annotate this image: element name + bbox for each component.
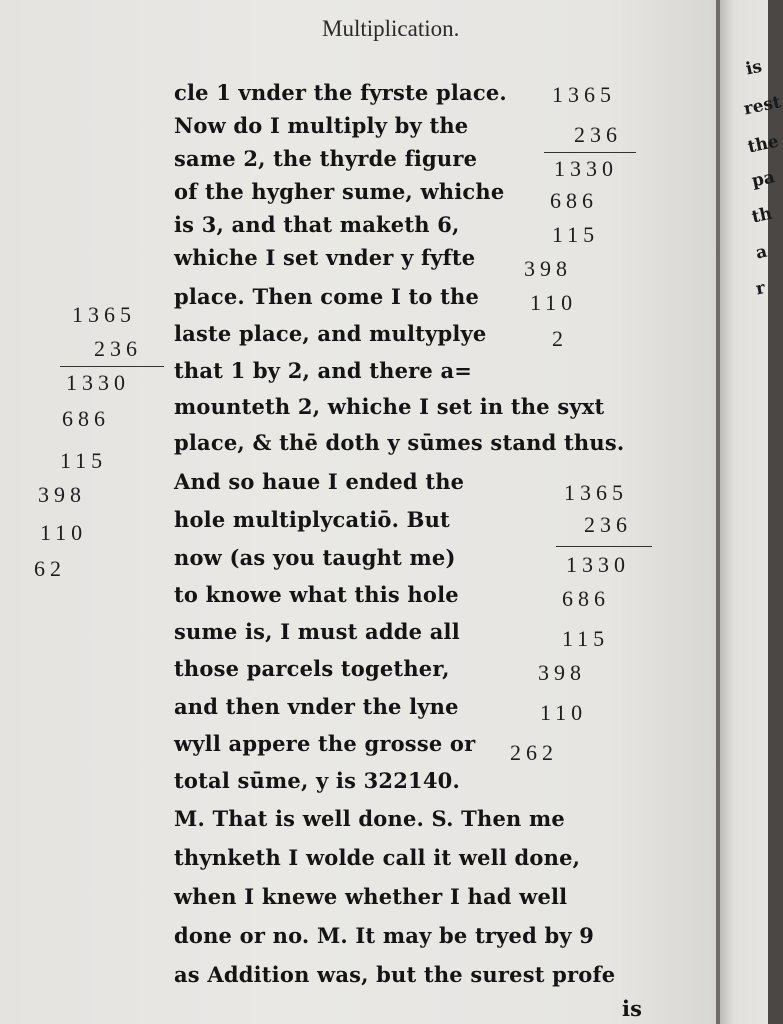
text-line: that 1 by 2, and there a=: [174, 358, 473, 383]
text-line: And so haue I ended the: [174, 469, 465, 494]
text-line: cle 1 vnder the fyrste place.: [174, 80, 507, 105]
calc-top-right-multiplicand: 1365: [552, 82, 616, 107]
calc-left-rule: [60, 366, 164, 367]
calc-left-partial: 62: [34, 556, 66, 581]
calc-top-right-multiplier: 236: [574, 122, 622, 147]
text-line: and then vnder the lyne: [174, 694, 459, 719]
text-line: whiche I set vnder y fyfte: [174, 245, 476, 270]
calc-top-right-rule: [544, 152, 636, 153]
text-line: same 2, the thyrde figure: [174, 146, 478, 171]
facing-page-fragment: a: [754, 241, 769, 264]
text-line: mounteth 2, whiche I set in the syxt: [174, 394, 605, 419]
text-line: done or no. M. It may be tryed by 9: [174, 923, 595, 948]
calc-left-partial: 398: [38, 482, 86, 507]
text-line: now (as you taught me): [174, 545, 456, 570]
calc-top-right-partial: 398: [524, 256, 572, 281]
facing-page-edge: [720, 0, 783, 1024]
text-line: those parcels together,: [174, 656, 450, 681]
text-line: sume is, I must adde all: [174, 619, 460, 644]
text-line: Now do I multiply by the: [174, 113, 469, 138]
calc-left-multiplicand: 1365: [72, 302, 136, 327]
calc-bottom-right-partial: 115: [562, 626, 610, 651]
facing-page-fragment: the: [746, 131, 781, 158]
calc-bottom-right-partial: 110: [540, 700, 588, 725]
calc-left-partial: 110: [40, 520, 88, 545]
text-line: total sūme, y is 322140.: [174, 768, 461, 793]
facing-page-fragment: th: [750, 203, 774, 228]
text-line: wyll appere the grosse or: [174, 731, 476, 756]
calc-bottom-right-multiplicand: 1365: [564, 480, 628, 505]
text-line: when I knewe whether I had well: [174, 884, 568, 909]
text-line: as Addition was, but the surest profe: [174, 962, 616, 987]
calc-top-right-partial: 115: [552, 222, 600, 247]
calc-bottom-right-rule: [556, 546, 652, 547]
text-line: M. That is well done. S. Then me: [174, 806, 565, 831]
text-line: laste place, and multyplye: [174, 321, 487, 346]
facing-page-fragment: is: [744, 56, 764, 80]
calc-top-right-partial: 110: [530, 290, 578, 315]
text-line: to knowe what this hole: [174, 582, 459, 607]
calc-bottom-right-partial: 686: [562, 586, 610, 611]
running-head: Multiplication.: [322, 16, 460, 41]
facing-page-fragment: rest: [742, 92, 783, 120]
text-line: thynketh I wolde call it well done,: [174, 845, 581, 870]
calc-top-right-partial: 1330: [554, 156, 618, 181]
text-line: hole multiplycatiō. But: [174, 507, 450, 532]
calc-left-partial: 115: [60, 448, 108, 473]
facing-page-fragment: r: [754, 278, 767, 300]
text-line: place, & thē doth y sūmes stand thus.: [174, 430, 625, 455]
calc-top-right-partial: 2: [552, 326, 568, 351]
facing-page-fragment: pa: [750, 167, 777, 192]
calc-bottom-right-partial: 398: [538, 660, 586, 685]
calc-top-right-partial: 686: [550, 188, 598, 213]
calc-left-partial: 1330: [66, 370, 130, 395]
calc-bottom-right-multiplier: 236: [584, 512, 632, 537]
text-line: is 3, and that maketh 6,: [174, 212, 460, 237]
calc-left-multiplier: 236: [94, 336, 142, 361]
text-line: is: [622, 996, 643, 1021]
text-line: place. Then come I to the: [174, 284, 480, 309]
text-line: of the hygher sume, whiche: [174, 179, 505, 204]
calc-bottom-right-partial: 262: [510, 740, 558, 765]
calc-left-partial: 686: [62, 406, 110, 431]
calc-bottom-right-partial: 1330: [566, 552, 630, 577]
